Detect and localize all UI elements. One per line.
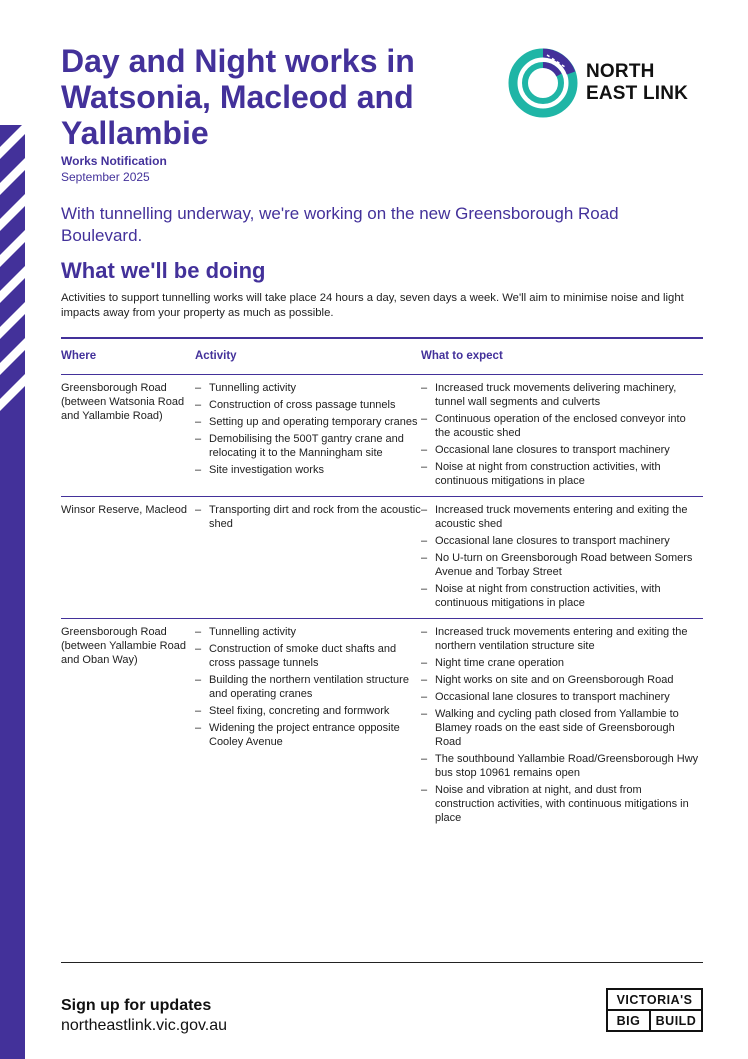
list-item: – Increased truck movements entering and exiting the acoustic shed [421, 503, 703, 531]
list-item: – Noise at night from construction activities, with continuous mitigations in place [421, 582, 703, 610]
list-item: – Increased truck movements delivering machinery, tunnel wall segments and culverts [421, 381, 703, 409]
list-item: – Night time crane operation [421, 656, 703, 670]
north-east-link-ring-icon [507, 47, 579, 119]
activity-cell [195, 497, 421, 619]
victorias-big-build-badge [606, 988, 703, 1034]
intro-text: With tunnelling underway, we're working on the new Greensborough Road Boulevard. [61, 204, 619, 245]
badge-right-text: BUILD [655, 1014, 697, 1028]
table-row [61, 619, 703, 834]
list-item: – Continuous operation of the enclosed conveyor into the acoustic shed [421, 412, 703, 440]
list-item: – Occasional lane closures to transport machinery [421, 690, 703, 704]
section-body: Activities to support tunnelling works will take place 24 hours a day, seven days a week. We'll aim to minimise noise and light impacts away from your property as much as possible. [61, 292, 684, 319]
expect-cell [421, 497, 703, 619]
works-table [61, 337, 703, 833]
header-where: Where [61, 338, 195, 375]
logo-line-2: EAST LINK [586, 83, 689, 104]
list-item: – Construction of cross passage tunnels [195, 398, 421, 412]
section-heading: What we'll be doing [61, 258, 266, 283]
table-row [61, 497, 703, 619]
expect-cell [421, 375, 703, 497]
list-item: – Transporting dirt and rock from the acoustic shed [195, 503, 421, 531]
list-item: – Tunnelling activity [195, 381, 421, 395]
list-item: – Occasional lane closures to transport machinery [421, 443, 703, 457]
notification-date: September 2025 [61, 170, 150, 184]
page-title: Day and Night works in Watsonia, Macleod and Yallambie [61, 43, 415, 151]
list-item: – Site investigation works [195, 463, 421, 477]
badge-top-text: VICTORIA'S [616, 993, 693, 1007]
website-link[interactable]: northeastlink.vic.gov.au [61, 1017, 228, 1034]
header-expect: What to expect [421, 338, 703, 375]
table-row [61, 375, 703, 497]
side-stripe-bar [0, 0, 25, 1059]
notification-label: Works Notification [61, 154, 167, 168]
list-item: – Walking and cycling path closed from Yallambie to Blamey roads on the east side of Greensborough Road [421, 707, 703, 749]
table-header-row [61, 338, 703, 375]
list-item: – Building the northern ventilation structure and operating cranes [195, 673, 421, 701]
list-item: – Construction of smoke duct shafts and cross passage tunnels [195, 642, 421, 670]
footer-divider [61, 962, 703, 963]
badge-left-text: BIG [616, 1014, 641, 1028]
list-item: – Tunnelling activity [195, 625, 421, 639]
list-item: – Noise and vibration at night, and dust from construction activities, with continuous mitigations in place [421, 783, 703, 825]
header-activity: Activity [195, 338, 421, 375]
list-item: – Steel fixing, concreting and formwork [195, 704, 421, 718]
list-item: – Demobilising the 500T gantry crane and relocating it to the Manningham site [195, 432, 421, 460]
where-cell: Greensborough Road (between Yallambie Road and Oban Way) [61, 626, 186, 666]
north-east-link-logo [507, 47, 707, 119]
list-item: – No U-turn on Greensborough Road between Somers Avenue and Torbay Street [421, 551, 703, 579]
list-item: – Setting up and operating temporary cranes [195, 415, 421, 429]
logo-wordmark [586, 61, 688, 105]
expect-cell [421, 619, 703, 834]
logo-line-1: NORTH [586, 61, 655, 82]
list-item: – Occasional lane closures to transport machinery [421, 534, 703, 548]
activity-cell [195, 375, 421, 497]
list-item: – Night works on site and on Greensborough Road [421, 673, 703, 687]
list-item: – The southbound Yallambie Road/Greensborough Hwy bus stop 10961 remains open [421, 752, 703, 780]
list-item: – Widening the project entrance opposite Cooley Avenue [195, 721, 421, 749]
where-cell: Greensborough Road (between Watsonia Road and Yallambie Road) [61, 375, 195, 497]
activity-cell [195, 619, 421, 834]
signup-heading: Sign up for updates [61, 997, 212, 1014]
where-cell: Winsor Reserve, Macleod [61, 497, 195, 619]
list-item: – Noise at night from construction activities, with continuous mitigations in place [421, 460, 703, 488]
list-item: – Increased truck movements entering and exiting the northern ventilation structure site [421, 625, 703, 653]
